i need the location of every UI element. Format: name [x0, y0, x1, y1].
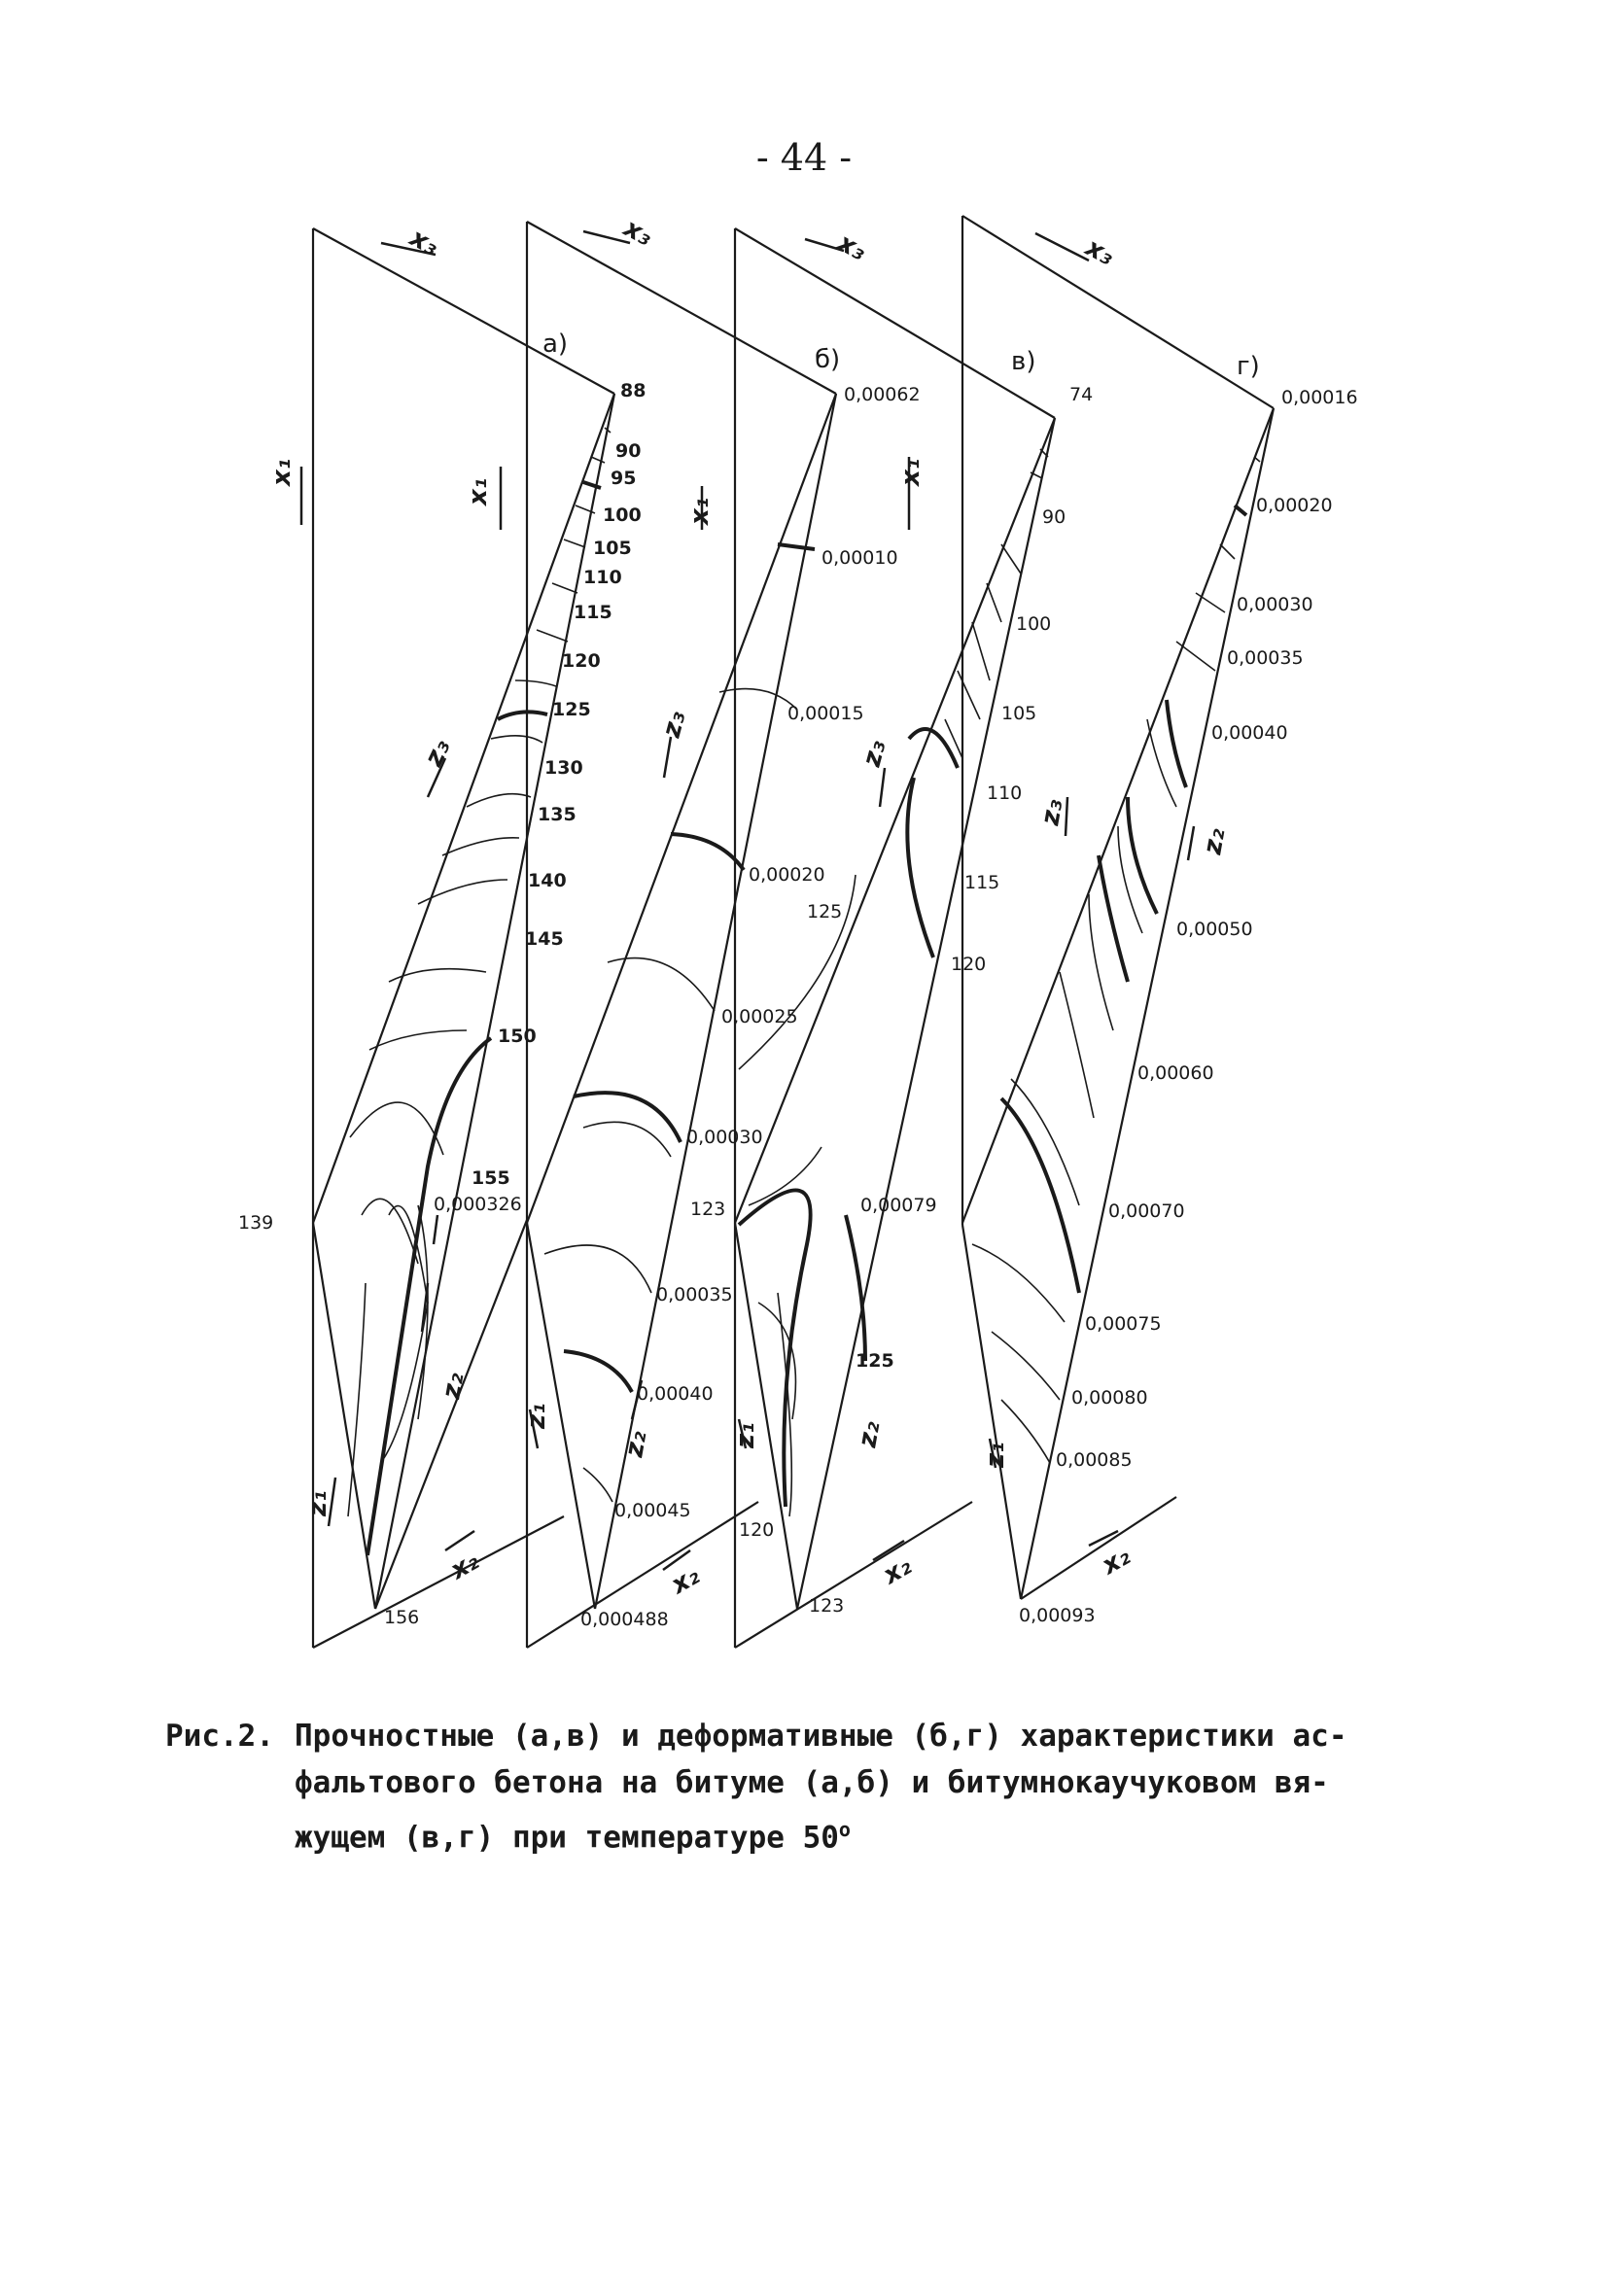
contour-label: 130	[544, 757, 583, 779]
contour-label: 125	[856, 1350, 894, 1372]
contour-label: 0,00030	[1237, 594, 1313, 615]
panel-v-bold-contours	[739, 729, 958, 1507]
axis-label-x1-a2: x₁	[464, 477, 493, 505]
contour-label: 90	[1042, 506, 1066, 528]
caption-line-3	[295, 1806, 1390, 1861]
contour-label: 100	[1016, 613, 1052, 635]
caption-line-3-text: жущем (в,г) при температуре 50	[295, 1820, 839, 1856]
axis-label-x1-a: x₁	[267, 458, 297, 486]
panel-a-bottom-label: 156	[384, 1607, 420, 1628]
contour-label: 100	[603, 504, 642, 526]
contour-label: 145	[525, 928, 564, 950]
axis-label-x2-g: x₂	[1097, 1541, 1136, 1582]
axis-label-z2-v: z₂	[853, 1418, 887, 1450]
contour-label: 0,00040	[1211, 722, 1288, 744]
axis-label-z3-a: z₃	[419, 735, 457, 771]
axis-label-z3-v: z₃	[856, 737, 892, 770]
contour-label: 0,00030	[686, 1127, 763, 1148]
panel-a-left-label: 139	[238, 1212, 274, 1234]
panel-v-left-low-label: 120	[739, 1519, 775, 1541]
axis-label-z2-a: z₂	[437, 1370, 471, 1402]
panel-letter-a: а)	[542, 330, 569, 359]
contour-label: 0,00060	[1137, 1062, 1214, 1084]
contour-label: 150	[498, 1026, 537, 1047]
panel-letter-b: б)	[815, 345, 841, 374]
contour-label: 90	[615, 440, 642, 462]
panel-b-apex-label: 0,00062	[844, 384, 921, 405]
caption-line-2: фальтового бетона на битуме (а,б) и битумнокаучуковом вя-	[295, 1765, 1329, 1800]
axis-label-z3-b: z₃	[656, 708, 692, 741]
contour-label: 105	[593, 538, 632, 559]
axis-arrows	[301, 231, 1194, 1570]
panel-letter-g: г)	[1237, 352, 1260, 381]
contour-label: 120	[562, 650, 601, 672]
contour-label: 0,00025	[721, 1006, 798, 1027]
contour-label: 135	[538, 804, 577, 825]
axis-label-x3-v: x₃	[832, 227, 871, 267]
panel-g-apex-label: 0,00016	[1281, 387, 1358, 408]
degree-superscript: о	[838, 1818, 851, 1841]
contour-label: 115	[574, 602, 612, 623]
contour-label: 115	[964, 872, 1000, 893]
contour-label: 0,00075	[1085, 1313, 1162, 1335]
panel-g-bottom-label: 0,00093	[1019, 1605, 1096, 1626]
contour-label: 0,00020	[749, 864, 825, 886]
caption-label: Рис.2.	[165, 1719, 274, 1754]
axis-label-z1-g: z₁	[981, 1442, 1010, 1468]
contour-label: 0,00015	[787, 703, 864, 724]
contour-label: 0,00010	[821, 547, 898, 569]
contour-label: 0,00045	[614, 1500, 691, 1521]
contour-label: 0,00035	[656, 1284, 733, 1305]
contour-label: 0,00020	[1256, 495, 1333, 516]
panel-v-apex-label: 74	[1069, 384, 1094, 405]
panel-letter-v: в)	[1011, 347, 1036, 376]
axis-label-x2-a: x₂	[445, 1546, 484, 1586]
caption-line-1: Прочностные (а,в) и деформативные (б,г) характеристики ас-	[295, 1719, 1347, 1754]
contour-label: 0,00080	[1071, 1387, 1148, 1409]
contour-label: 110	[987, 783, 1023, 804]
panel-b-bold-contours	[564, 544, 815, 1392]
panel-g-contours	[972, 457, 1260, 1463]
panel-a-frame	[313, 228, 614, 1648]
axis-label-z1-a: z₁	[303, 1490, 332, 1516]
panel-b-frame	[527, 222, 836, 1648]
contour-label: 0,00035	[1227, 647, 1304, 669]
axis-label-z1-b: z₁	[522, 1403, 551, 1429]
axis-label-x3-g: x₃	[1080, 232, 1119, 272]
axis-label-x3-a: x₃	[404, 223, 443, 262]
contour-label: 0,00040	[637, 1383, 714, 1405]
axis-label-z2-g: z₂	[1198, 825, 1232, 857]
axis-label-x2-b: x₂	[666, 1560, 705, 1601]
page-number: - 44 -	[755, 136, 853, 179]
axis-label-x3-b: x₃	[618, 213, 657, 253]
panel-b-bottom-label: 0,000488	[580, 1609, 669, 1630]
contour-label: 0,00079	[860, 1195, 937, 1216]
axis-label-x1-b: x₁	[685, 497, 715, 525]
panel-a-mid-label: 0,000326	[434, 1194, 522, 1215]
axis-label-x2-v: x₂	[878, 1550, 917, 1591]
panel-v-bottom-label: 123	[809, 1595, 845, 1617]
contour-label: 110	[583, 567, 622, 588]
axis-label-z2-b: z₂	[619, 1428, 653, 1460]
axis-label-x1-v: x₁	[896, 458, 926, 486]
contour-label: 125	[552, 699, 591, 720]
contour-label: 0,00085	[1056, 1449, 1133, 1471]
contour-label: 0,00050	[1176, 919, 1253, 940]
panel-a-apex-label: 88	[620, 380, 647, 401]
contour-label: 105	[1001, 703, 1037, 724]
figure-caption	[165, 1713, 1390, 1861]
panel-v-left-label: 123	[690, 1199, 726, 1220]
axis-label-z1-v: z₁	[731, 1422, 760, 1448]
contour-label: 140	[528, 870, 567, 891]
contour-label: 95	[611, 468, 637, 489]
axis-label-z3-g: z₃	[1035, 796, 1069, 828]
contour-label: 120	[951, 954, 987, 975]
contour-label: 125	[807, 901, 843, 922]
contour-label: 155	[472, 1167, 510, 1189]
contour-label: 0,00070	[1108, 1200, 1185, 1222]
